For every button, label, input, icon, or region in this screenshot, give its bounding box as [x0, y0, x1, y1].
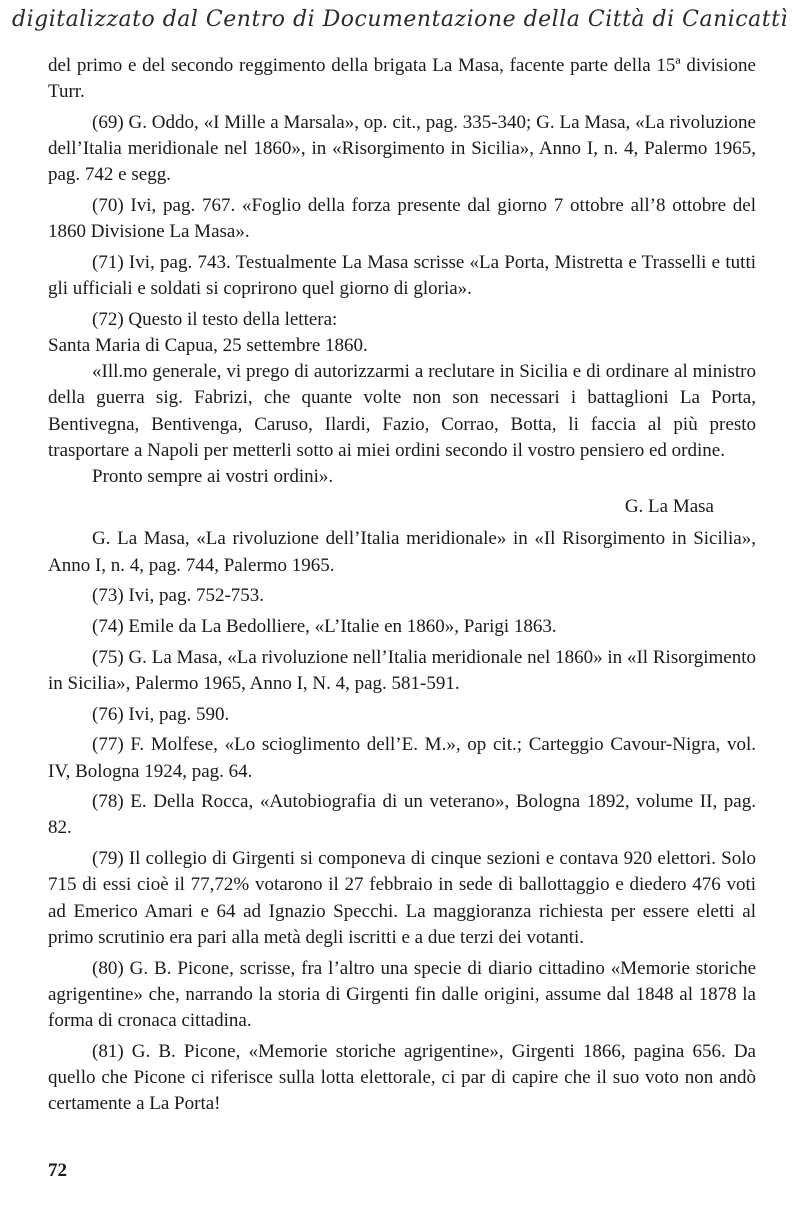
letter-source: G. La Masa, «La rivoluzione dell’Italia meridionale» in «Il Risorgimento in Sicilia», Anno I, n. 4, pag. 744, Palermo 1965.	[48, 528, 756, 576]
document-body	[48, 53, 756, 1122]
paragraph-continuation: del primo e del secondo reggimento della brigata La Masa, facente parte della 15ª divisione Turr.	[48, 55, 756, 103]
footnote-76: (76) Ivi, pag. 590.	[92, 703, 230, 725]
watermark: digitalizzato dal Centro di Documentazione della Città di Canicattì	[12, 7, 788, 32]
letter-closing: Pronto sempre ai vostri ordini».	[92, 466, 334, 488]
footnote-78: (78) E. Della Rocca, «Autobiografia di un veterano», Bologna 1892, volume II, pag. 82.	[48, 791, 756, 839]
letter-date: Santa Maria di Capua, 25 settembre 1860.	[48, 335, 368, 357]
footnote-70: (70) Ivi, pag. 767. «Foglio della forza presente dal giorno 7 ottobre all’8 ottobre del 1860 Divisione La Masa».	[48, 195, 756, 243]
footnote-73: (73) Ivi, pag. 752-753.	[92, 585, 265, 607]
letter-body: «Ill.mo generale, vi prego di autorizzarmi a reclutare in Sicilia e di ordinare al ministro della guerra sig. Fabrizi, che quante volte non son necessari i battaglioni La Porta, Bentivegna, Bentivenga, Caruso, Ilardi, Fazio, Corrao, Botta, li faccia al più presto trasportare a Napoli per metterli sotto ai miei ordini secondo il vostro pensiero ed ordine.	[48, 361, 756, 461]
footnote-79: (79) Il collegio di Girgenti si componeva di cinque sezioni e contava 920 elettori. Solo 715 di essi cioè il 77,72% votarono il 27 febbraio in sede di ballottaggio e diedero 476 voti ad Emerico Amari e 64 ad Ignazio Specchi. La maggioranza richiesta per essere eletti al primo scrutinio era pari alla metà degli iscritti e a due terzi dei votanti.	[48, 848, 756, 948]
footnote-81: (81) G. B. Picone, «Memorie storiche agrigentine», Girgenti 1866, pagina 656. Da quello che Picone ci riferisce sulla lotta elettorale, ci par di capire che il suo voto non andò certamente a La Porta!	[48, 1040, 756, 1115]
footnote-75: (75) G. La Masa, «La rivoluzione nell’Italia meridionale nel 1860» in «Il Risorgimento in Sicilia», Palermo 1965, Anno I, N. 4, pag. 581-591.	[48, 646, 756, 694]
footnote-72: (72) Questo il testo della lettera:	[92, 308, 338, 330]
footnote-74: (74) Emile da La Bedolliere, «L’Italie en 1860», Parigi 1863.	[92, 616, 557, 638]
letter-signature: G. La Masa	[624, 496, 714, 518]
footnote-77: (77) F. Molfese, «Lo scioglimento dell’E. M.», op cit.; Carteggio Cavour-Nigra, vol. IV, Bologna 1924, pag. 64.	[48, 734, 756, 782]
footnote-80: (80) G. B. Picone, scrisse, fra l’altro una specie di diario cittadino «Memorie storiche agrigentine» che, narrando la storia di Girgenti fin dalle origini, assume dal 1848 al 1878 la forma di cronaca cittadina.	[48, 957, 756, 1031]
footnote-69: (69) G. Oddo, «I Mille a Marsala», op. cit., pag. 335-340; G. La Masa, «La rivoluzione dell’Italia meridionale nel 1860», in «Risorgimento in Sicilia», Anno I, n. 4, Palermo 1965, pag. 742 e segg.	[48, 111, 756, 186]
footnote-71: (71) Ivi, pag. 743. Testualmente La Masa scrisse «La Porta, Mistretta e Trasselli e tutti gli ufficiali e soldati si coprirono quel giorno di gloria».	[48, 251, 756, 300]
page-number: 72	[48, 1160, 67, 1181]
